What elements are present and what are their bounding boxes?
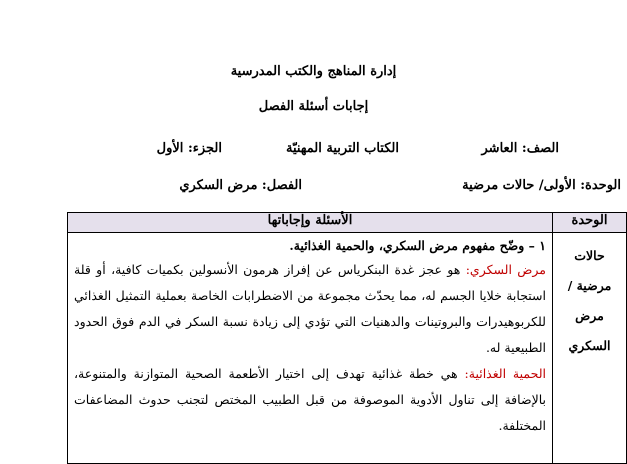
chapter-label: الفصل: مرض السكري — [179, 178, 302, 193]
column-header-questions: الأسئلة وإجاباتها — [68, 213, 553, 233]
unit-cell: حالات مرضية / مرض السكري — [553, 233, 627, 464]
unit-label: الوحدة: الأولى/ حالات مرضية — [462, 178, 621, 193]
grade-label: الصف: العاشر — [481, 141, 559, 156]
table-row — [68, 233, 627, 464]
term-diet: الحمية الغذائية: — [464, 366, 546, 381]
book-label: الكتاب التربية المهنيّة — [285, 141, 399, 156]
answer-paragraph-diet — [74, 361, 546, 439]
answer-cell — [68, 233, 553, 464]
answer-paragraph-diabetes — [74, 257, 546, 361]
questions-table — [67, 212, 627, 464]
definition-diet: هي خطة غذائية تهدف إلى اختيار الأطعمة الصحية المتوازنة والمتنوعة، بالإضافة إلى تناول الأدوية الموصوفة من قبل الطبيب المختص لتجنب حدوث المضاعفات المختلفة. — [74, 366, 546, 433]
department-title: إدارة المناهج والكتب المدرسية — [230, 64, 397, 79]
question-text: ١ – وضّح مفهوم مرض السكري، والحمية الغذائية. — [289, 238, 546, 253]
part-label: الجزء: الأول — [156, 141, 222, 156]
table-header-row — [68, 213, 627, 233]
term-diabetes: مرض السكري: — [465, 262, 547, 277]
definition-diabetes: هو عجز غدة البنكرياس عن إفراز هرمون الأنسولين بكميات كافية، أو قلة استجابة خلايا الجسم له، مما يحدّث مجموعة من الاضطرابات الخاصة بعملية التمثيل الغذائي للكربوهيدرات والبروتينات والدهنيات التي تؤدي إلى زيادة نسبة السكر في الدم فوق الحدود الطبيعية له. — [74, 262, 546, 355]
column-header-unit: الوحدة — [553, 213, 627, 233]
document-title: إجابات أسئلة الفصل — [258, 99, 369, 114]
